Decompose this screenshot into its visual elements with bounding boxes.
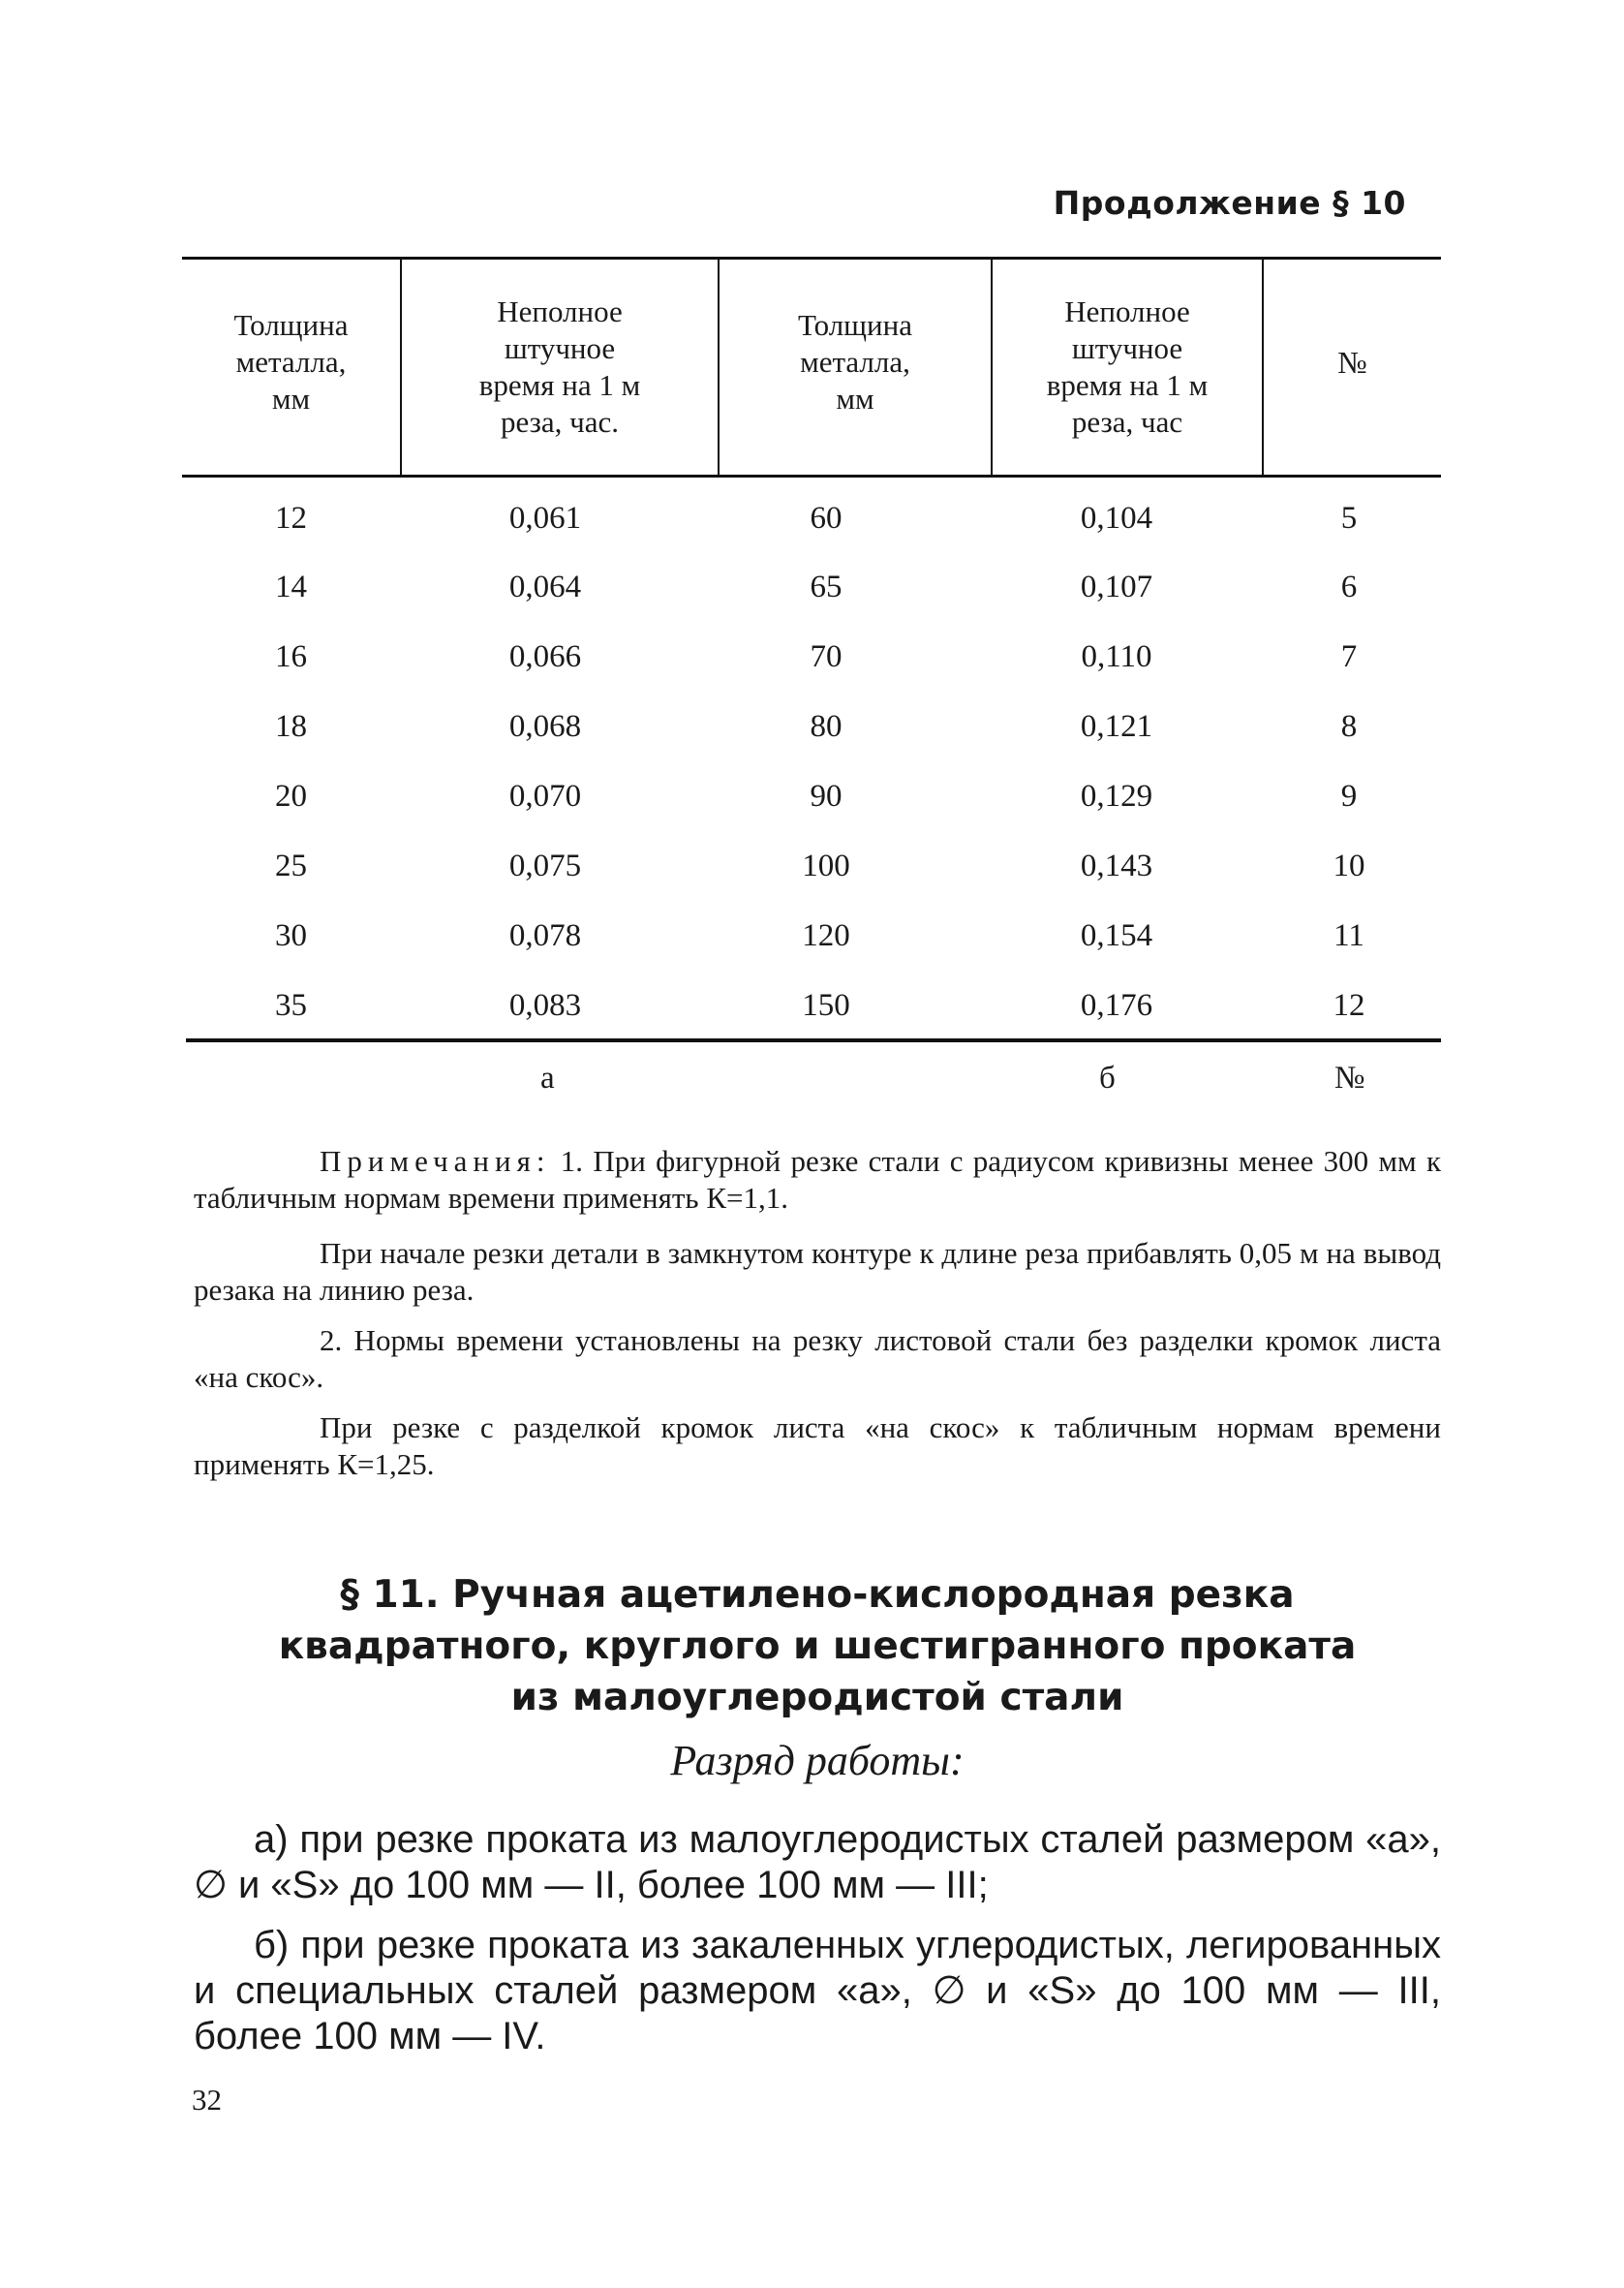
table-cell: 70: [810, 639, 843, 674]
table-row: [182, 707, 1441, 765]
table-cell: 30: [275, 918, 307, 953]
table-cell: 0,068: [508, 709, 582, 744]
table-row: [182, 847, 1441, 905]
table-cell: 150: [802, 988, 850, 1023]
legend-number: №: [1334, 1061, 1365, 1096]
table-row: [182, 777, 1441, 835]
table-cell: 0,070: [508, 779, 582, 814]
table-cell: 0,075: [508, 849, 582, 883]
header-thickness-b: Толщина металла, мм: [798, 308, 912, 416]
note-2b: При резке с разделкой кромок листа «на скос» к табличным нормам времени применять К=1,25.: [194, 1410, 1441, 1481]
table-cell: 11: [1333, 918, 1364, 953]
table-row: [182, 568, 1441, 626]
table-cell: 35: [275, 988, 307, 1023]
table-cell: 12: [1333, 988, 1365, 1023]
table-cell: 7: [1340, 639, 1358, 674]
table-cell: 0,110: [1081, 639, 1152, 674]
header-thickness-a: Толщина металла, мм: [233, 308, 349, 416]
note-2: 2. Нормы времени установлены на резку листовой стали без разделки кромок листа «на скос».: [194, 1323, 1441, 1394]
section-title: § 11. Ручная ацетилено-кислородная резка квадратного, круглого и шестигранного проката из малоуглеродистой стали: [278, 1573, 1357, 1719]
grade-item-b: б) при резке проката из закаленных углеродистых, легированных и специальных сталей размером «а», ∅ и «S» до 100 мм — III, более 100 мм — IV.: [194, 1924, 1441, 2057]
table-cell: 80: [810, 709, 843, 744]
legend-a: а: [540, 1061, 555, 1096]
table-row: [182, 499, 1441, 557]
work-grade-subtitle: Разряд работы:: [670, 1737, 965, 1784]
table-cell: 0,064: [508, 570, 582, 604]
table-cell: 8: [1340, 709, 1358, 744]
table-cell: 0,066: [508, 639, 582, 674]
table-cell: 65: [810, 570, 843, 604]
table-cell: 0,154: [1080, 918, 1153, 953]
table-cell: 14: [275, 570, 307, 604]
table-cell: 60: [810, 501, 843, 536]
table-cell: 0,061: [508, 501, 582, 536]
table-cell: 120: [802, 918, 850, 953]
continuation-label: Продолжение § 10: [1053, 184, 1406, 222]
header-time-a: Неполное штучное время на 1 м реза, час.: [478, 294, 641, 439]
table-cell: 100: [802, 849, 850, 883]
page-number: 32: [192, 2083, 222, 2117]
legend-b: б: [1099, 1061, 1116, 1096]
table-row: [182, 986, 1441, 1044]
note-1: Примечания: 1. При фигурной резке стали с радиусом кривизны менее 300 мм к табличным нормам времени применять К=1,1.: [194, 1144, 1441, 1215]
grade-item-a: а) при резке проката из малоуглеродистых сталей размером «а», ∅ и «S» до 100 мм — II, более 100 мм — III;: [194, 1818, 1441, 1906]
table-cell: 20: [275, 779, 307, 814]
table-cell: 6: [1340, 570, 1358, 604]
table-row: [182, 637, 1441, 696]
table-cell: 9: [1340, 779, 1358, 814]
table-cell: 5: [1340, 501, 1358, 536]
table-cell: 10: [1333, 849, 1365, 883]
note-1b: При начале резки детали в замкнутом контуре к длине реза прибавлять 0,05 м на вывод резака на линию реза.: [194, 1236, 1441, 1307]
table-top-rule: [182, 257, 1441, 260]
table-cell: 0,121: [1080, 709, 1153, 744]
table-cell: 0,078: [508, 918, 582, 953]
header-time-b: Неполное штучное время на 1 м реза, час: [1046, 294, 1209, 439]
header-number: №: [1337, 345, 1367, 380]
table-cell: 18: [275, 709, 307, 744]
notes-label: Примечания:: [320, 1144, 551, 1178]
table-cell: 12: [275, 501, 307, 536]
table-cell: 0,083: [508, 988, 582, 1023]
table-header-rule: [182, 475, 1441, 478]
table-cell: 0,104: [1080, 501, 1153, 536]
table-cell: 0,129: [1080, 779, 1153, 814]
table-cell: 0,107: [1080, 570, 1153, 604]
table-row: [182, 916, 1441, 974]
table-cell: 0,176: [1080, 988, 1153, 1023]
table-cell: 25: [275, 849, 307, 883]
table-cell: 90: [810, 779, 843, 814]
table-cell: 0,143: [1080, 849, 1153, 883]
table-cell: 16: [275, 639, 307, 674]
